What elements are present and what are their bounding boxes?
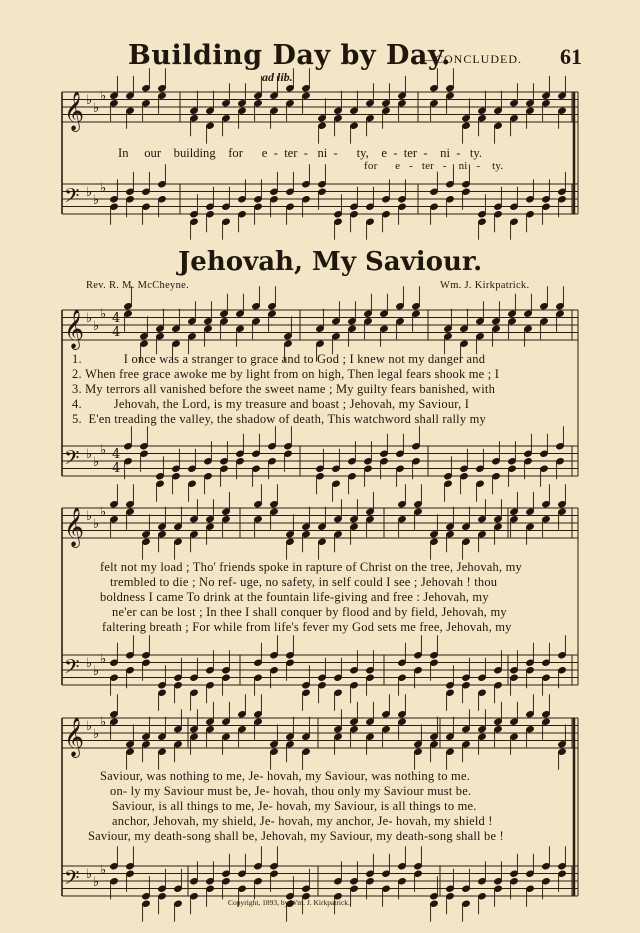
flat-sign-icon: ♭	[86, 311, 93, 326]
verse-1-line-a	[72, 352, 485, 367]
verse-3-line-c: Saviour, is all things to me, Je- hovah, my Saviour, is all things to me.	[112, 799, 477, 813]
flat-sign-icon: ♭	[93, 517, 100, 532]
lyric-word: -	[393, 146, 398, 160]
flat-sign-icon: ♭	[100, 652, 107, 667]
lyric-word: -	[423, 146, 428, 160]
flat-sign-icon: ♭	[93, 664, 100, 679]
verse-3-line-a	[72, 382, 495, 397]
flat-sign-icon: ♭	[86, 185, 93, 200]
flat-sign-icon: ♭	[93, 101, 100, 116]
lyric-word: -	[333, 146, 338, 160]
composer-credit: Wm. J. Kirkpatrick.	[440, 280, 530, 291]
lyric-word: e	[261, 146, 268, 160]
verse-text: E'en treading the valley, the shadow of death, This watchword shall rally my	[88, 412, 486, 426]
flat-sign-icon: ♭	[93, 875, 100, 890]
verse-number: 3.	[72, 382, 82, 396]
verse-3-line-b: boldness I came To drink at the fountain life-giving and free : Jehovah, my	[100, 590, 489, 604]
flat-sign-icon: ♭	[100, 307, 107, 322]
verse-4-line-a	[72, 397, 469, 412]
lyric-word: ter	[421, 160, 435, 172]
verse-5-line-b: faltering breath ; For while from life's fever my God sets me free, Jehovah, my	[102, 620, 512, 634]
flat-sign-icon: ♭	[100, 443, 107, 458]
flat-sign-icon: ♭	[93, 319, 100, 334]
flat-sign-icon: ♭	[100, 715, 107, 730]
verse-number: 5.	[72, 412, 82, 426]
verse-number: 2.	[72, 367, 82, 381]
lyric-word: building	[173, 146, 216, 160]
lyric-word: e	[381, 146, 387, 160]
lyric-word: ty.	[492, 160, 504, 172]
lyric-word: ty,	[356, 146, 369, 160]
verse-number: 4.	[72, 397, 82, 411]
bass-clef-icon: 𝄢	[64, 655, 80, 683]
lyric-word: ter	[403, 146, 418, 160]
bass-clef-icon: 𝄢	[64, 866, 80, 894]
flat-sign-icon: ♭	[86, 656, 93, 671]
page-title: Building Day by Day.	[128, 40, 451, 71]
copyright-notice: Copyright, 1893, by Wm. J. Kirkpatrick.	[228, 898, 350, 907]
verse-text: Jehovah, the Lord, is my treasure and boast ; Jehovah, my Saviour, I	[113, 397, 470, 411]
flat-sign-icon: ♭	[86, 867, 93, 882]
flat-sign-icon: ♭	[86, 93, 93, 108]
flat-sign-icon: ♭	[93, 727, 100, 742]
lyric-word: -	[442, 160, 447, 172]
verse-text: I once was a stranger to grace and to God ; I knew not my danger and	[123, 352, 486, 366]
flat-sign-icon: ♭	[93, 193, 100, 208]
flat-sign-icon: ♭	[100, 505, 107, 520]
lyric-word: ter	[284, 146, 298, 160]
verse-2-line-c: on- ly my Saviour must be, Je- hovah, thou only my Saviour must be.	[110, 784, 472, 798]
verse-text: When free grace awoke me by light from on high, Then legal fears shook me ; I	[85, 367, 500, 381]
verse-4-line-b: ne'er can be lost ; In thee I shall conquer by flood and by field, Jehovah, my	[112, 605, 507, 619]
treble-clef-icon: 𝄞	[64, 507, 85, 547]
flat-sign-icon: ♭	[86, 719, 93, 734]
flat-sign-icon: ♭	[100, 89, 107, 104]
verse-number: 1.	[72, 352, 82, 366]
verse-2-line-b: trembled to die ; No ref- uge, no safety, in self could I see ; Jehovah ! thou	[110, 575, 498, 589]
time-signature-top: 4	[112, 311, 121, 326]
time-signature-top: 4	[112, 447, 121, 462]
time-signature-bottom: 4	[112, 325, 121, 340]
verse-1-line-b: felt not my load ; Tho' friends spoke in rapture of Christ on the tree, Jehovah, my	[100, 560, 523, 574]
verse-2-line-a	[72, 367, 499, 382]
verse-1-line-c: Saviour, was nothing to me, Je- hovah, my Saviour, was nothing to me.	[100, 769, 471, 783]
lyricist-credit: Rev. R. M. McCheyne.	[86, 280, 190, 291]
lyric-word: -	[456, 146, 461, 160]
lyric-word: for	[228, 146, 243, 160]
flat-sign-icon: ♭	[93, 455, 100, 470]
time-signature-bottom: 4	[112, 461, 121, 476]
tempo-mark: ad lib.	[262, 70, 293, 84]
bass-clef-icon: 𝄢	[64, 184, 80, 212]
lyric-word: -	[303, 146, 308, 160]
lyric-word: ni	[440, 146, 450, 160]
verse-5-line-c: Saviour, my death-song shall be, Jehovah, my Saviour, my death-song shall be !	[88, 829, 504, 843]
flat-sign-icon: ♭	[86, 509, 93, 524]
lyric-word: In	[118, 146, 129, 160]
treble-clef-icon: 𝄞	[64, 91, 85, 131]
lyric-word: ty.	[469, 146, 483, 160]
concluded-label: —CONCLUDED.	[422, 52, 522, 66]
lyric-word: -	[273, 146, 278, 160]
verse-5-line-a	[72, 412, 486, 427]
lyric-word: ni	[458, 160, 468, 172]
lyric-word: -	[409, 160, 413, 172]
system1-lyric-line2	[364, 160, 503, 172]
lyric-word: -	[476, 160, 481, 172]
page-number: 61	[560, 44, 582, 69]
flat-sign-icon: ♭	[100, 181, 107, 196]
lyric-word: for	[364, 160, 378, 172]
treble-clef-icon: 𝄞	[64, 309, 85, 349]
flat-sign-icon: ♭	[86, 447, 93, 462]
flat-sign-icon: ♭	[100, 863, 107, 878]
verse-text: My terrors all vanished before the sweet name ; My guilty fears banished, with	[85, 382, 496, 396]
lyric-word: our	[144, 146, 162, 160]
bass-clef-icon: 𝄢	[64, 446, 80, 474]
treble-clef-icon: 𝄞	[64, 717, 85, 757]
hymn-title: Jehovah, My Saviour.	[178, 247, 483, 277]
lyric-word: ni	[317, 146, 328, 160]
lyric-word: e	[395, 160, 401, 172]
system1-lyric-line1	[118, 146, 482, 161]
verse-4-line-c: anchor, Jehovah, my shield, Je- hovah, my anchor, Je- hovah, my shield !	[112, 814, 493, 828]
